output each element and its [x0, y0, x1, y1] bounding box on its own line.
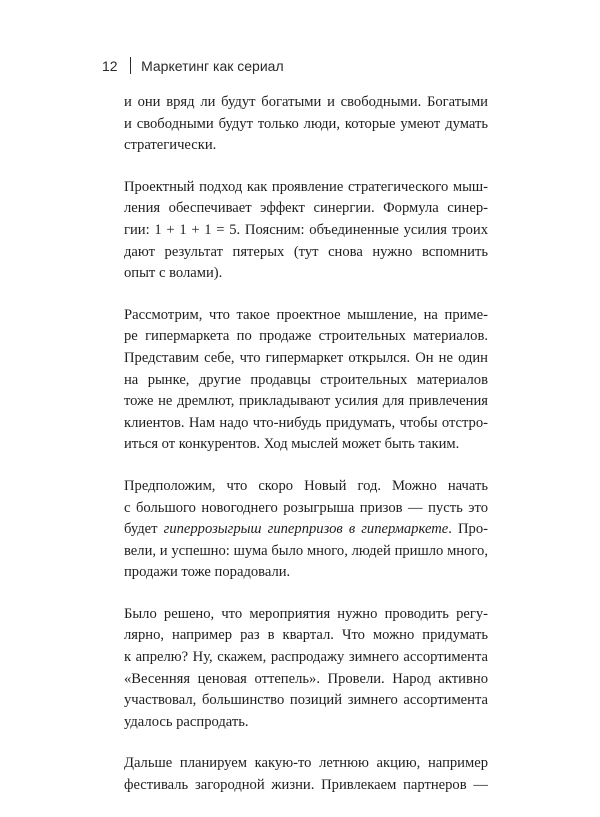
page-number: 12 — [102, 57, 118, 74]
header-divider — [130, 57, 132, 74]
text-line: удалось распродать. — [124, 713, 249, 730]
text-line: Проектный подход как проявление стратегического мыш- — [124, 178, 488, 195]
page-body — [124, 92, 488, 817]
paragraph-6 — [124, 753, 488, 796]
text-line: Дальше планируем какую-то летнюю акцию, например — [124, 755, 488, 772]
running-title: Маркетинг как сериал — [141, 57, 284, 74]
text-line: Представим себе, что гипермаркет открылся. Он не один — [124, 349, 488, 366]
text-line: Предположим, что скоро Новый год. Можно начать — [124, 477, 488, 494]
text-line: и свободными будут только люди, которые умеют думать — [124, 115, 488, 132]
text-line: Рассмотрим, что такое проектное мышление, на приме- — [124, 306, 488, 323]
text-line: на рынке, другие продавцы строительных материалов — [124, 371, 488, 388]
text-line: Было решено, что мероприятия нужно проводить регу- — [124, 605, 488, 622]
text-line: «Весенняя ценовая оттепель». Провели. Народ активно — [124, 670, 488, 687]
text-line: стратегически. — [124, 137, 217, 154]
text-line: опыт с волами). — [124, 265, 223, 282]
paragraph-1 — [124, 92, 488, 157]
text-line: лярно, например раз в квартал. Что можно придумать — [124, 627, 488, 644]
text-line: вели, и успешно: шума было много, людей пришло много, — [124, 542, 488, 559]
text-line: участвовал, большинство позиций зимнего ассортимента — [124, 692, 488, 709]
text-line: гии: 1 + 1 + 1 = 5. Поясним: объединенные усилия троих — [124, 221, 488, 238]
text-span: . Про- — [448, 521, 488, 538]
text-line: ления обеспечивает эффект синергии. Формула синер- — [124, 200, 488, 217]
text-line: и они вряд ли будут богатыми и свободными. Богатыми — [124, 94, 488, 110]
text-line: дают результат пятерых (тут снова нужно вспомнить — [124, 243, 488, 260]
text-line-with-italic — [124, 519, 488, 541]
paragraph-2 — [124, 177, 488, 285]
paragraph-3 — [124, 305, 488, 456]
text-line: ре гипермаркета по продаже строительных материалов. — [124, 328, 488, 345]
paragraph-5 — [124, 604, 488, 734]
paragraph-4 — [124, 476, 488, 584]
text-line: клиентов. Нам надо что-нибудь придумать, чтобы отстро- — [124, 414, 488, 431]
text-line: тоже не дремлют, прикладывают усилия для привлечения — [124, 393, 488, 410]
running-header — [102, 57, 284, 74]
text-line: иться от конкурентов. Ход мыслей может быть таким. — [124, 436, 460, 453]
italic-emphasis: гиперрозыгрыш гиперпризов в гипермаркете — [163, 521, 449, 538]
text-line: с большого новогоднего розыгрыша призов — пусть это — [124, 499, 488, 516]
text-span: будет — [124, 521, 164, 538]
text-line: продажи тоже порадовали. — [124, 564, 291, 581]
text-line: к апрелю? Ну, скажем, распродажу зимнего ассортимента — [124, 649, 488, 666]
text-line: фестиваль загородной жизни. Привлекаем партнеров — — [124, 777, 488, 794]
